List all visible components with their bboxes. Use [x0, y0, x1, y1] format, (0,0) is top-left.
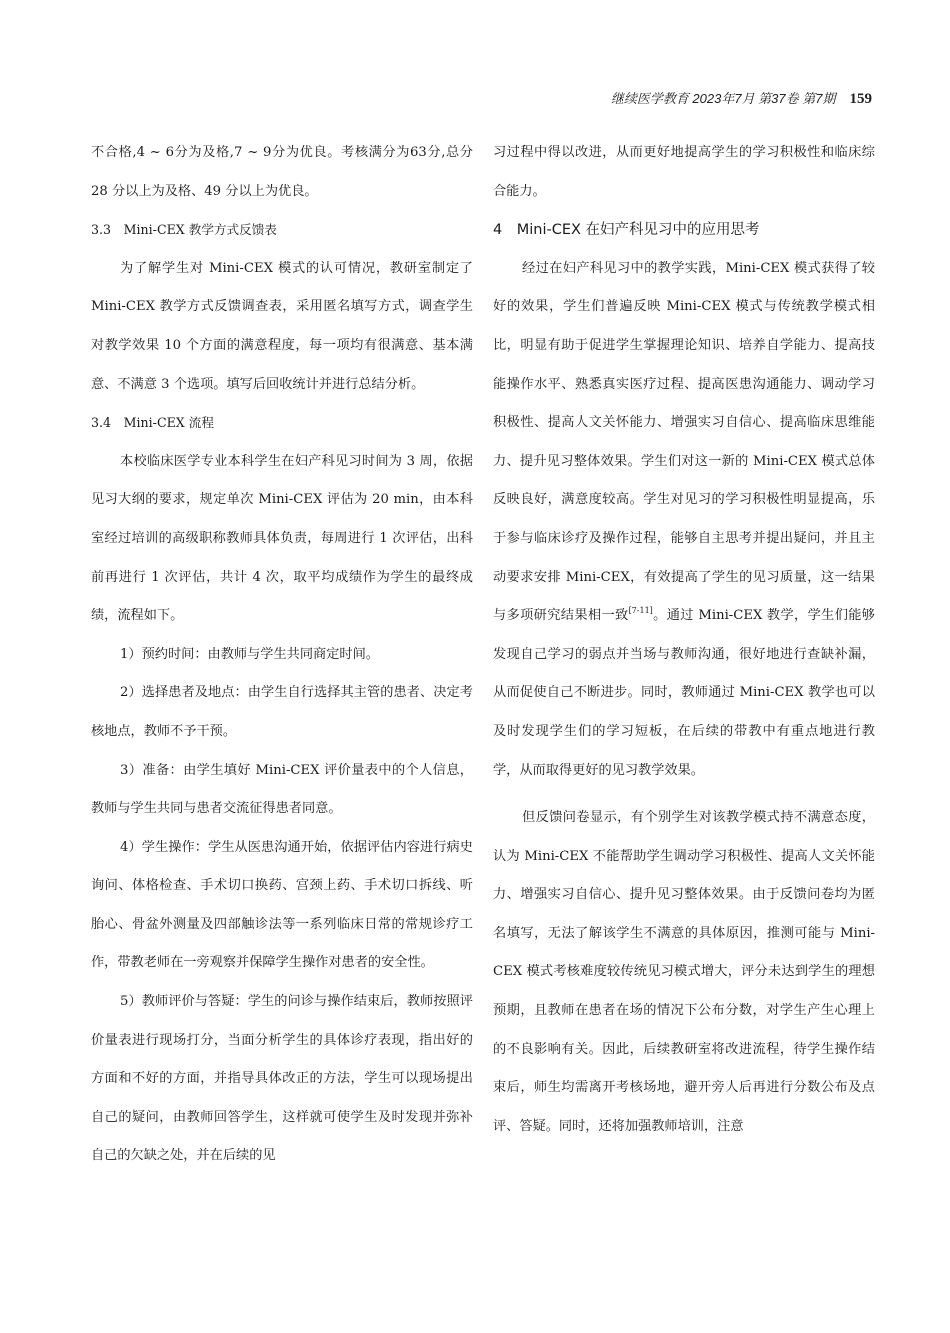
step-2: 2）选择患者及地点：由学生自行选择其主管的患者、决定考核地点，教师不予干预。 — [91, 685, 473, 739]
step-1: 1）预约时间：由教师与学生共同商定时间。 — [120, 646, 379, 662]
left-continued-paragraph: 不合格,4 ~ 6分为及格,7 ~ 9分为优良。考核满分为63分,总分 28 分以上为及格、49 分以上为优良。 — [91, 145, 473, 199]
paragraph-3-3: 为了解学生对 Mini-CEX 模式的认可情况，教研室制定了 Mini-CEX 教学方式反馈调查表，采用匿名填写方式，调查学生对教学效果 10 个方面的满意程度，每一项均有很满意、基本满意、不满意 3 个选项。填写后回收统计并进行总结分析。 — [91, 260, 473, 392]
left-column — [91, 134, 473, 1176]
paragraph-4-1 — [493, 250, 875, 790]
citation-7-11: [7-11] — [628, 606, 653, 616]
step-4: 4）学生操作：学生从医患沟通开始，依据评估内容进行病史询问、体格检查、手术切口换药、宫颈上药、手术切口拆线、听胎心、骨盆外测量及四部触诊法等一系列临床日常的常规诊疗工作，带教老师在一旁观察并保障学生操作对患者的安全性。 — [91, 839, 473, 971]
section-heading-4: 4 Mini-CEX 在妇产科见习中的应用思考 — [493, 222, 760, 239]
right-continued-paragraph: 习过程中得以改进，从而更好地提高学生的学习积极性和临床综合能力。 — [493, 145, 875, 199]
section-heading-3-3: 3.3 Mini-CEX 教学方式反馈表 — [91, 222, 277, 238]
paragraph-4-2: 但反馈问卷显示，有个别学生对该教学模式持不满意态度，认为 Mini-CEX 不能帮助学生调动学习积极性、提高人文关怀能力、增强实习自信心、提升见习整体效果。由于反馈问卷均为匿名填写，无法了解该学生不满意的具体原因，推测可能与 Mini-CEX 模式考核难度较传统见习模式增大，评分未达到学生的理想预期，且教师在患者在场的情况下公布分数，对学生产生心理上的不良影响有关。因此，后续教研室将改进流程，待学生操作结束后，师生均需离开考核场地，避开旁人后再进行分数公布及点评、答疑。同时，还将加强教师培训，注意 — [493, 810, 875, 1134]
step-5: 5）教师评价与答疑：学生的问诊与操作结束后，教师按照评价量表进行现场打分，当面分析学生的具体诊疗表现，指出好的方面和不好的方面，并指导具体改正的方法，学生可以现场提出自己的疑问，由教师回答学生，这样就可使学生及时发现并弥补自己的欠缺之处，并在后续的见 — [91, 994, 473, 1164]
section-heading-3-4: 3.4 Mini-CEX 流程 — [91, 415, 214, 431]
paragraph-3-4: 本校临床医学专业本科学生在妇产科见习时间为 3 周，依据见习大纲的要求，规定单次 Mini-CEX 评估为 20 min，由本科室经过培训的高级职称教师具体负责，每周进行 1 次评估，出科前再进行 1 次评估，共计 4 次，取平均成绩作为学生的最终成绩，流程如下。 — [91, 453, 473, 624]
paragraph-gap — [493, 790, 875, 799]
paragraph-4-1-part-b: 。通过 Mini-CEX 教学，学生们能够发现自己学习的弱点并当场与教师沟通，很好地进行查缺补漏，从而促使自己不断进步。同时，教师通过 Mini-CEX 教学也可以及时发现学生们的学习短板，在后续的带教中有重点地进行教学，从而取得更好的见习教学效果。 — [493, 608, 875, 778]
journal-info: 继续医学教育 2023年7月 第37卷 第7期 — [610, 91, 836, 106]
right-column — [493, 134, 875, 1146]
paragraph-4-1-part-a: 经过在妇产科见习中的教学实践，Mini-CEX 模式获得了较好的效果，学生们普遍反映 Mini-CEX 模式与传统教学模式相比，明显有助于促进学生掌握理论知识、培养自学能力、提高技能操作水平、熟悉真实医疗过程、提高医患沟通能力、调动学习积极性、提高人文关怀能力、增强实习自信心、提高临床思维能力、提升见习整体效果。学生们对这一新的 Mini-CEX 模式总体反映良好，满意度较高。学生对见习的学习积极性明显提高，乐于参与临床诊疗及操作过程，能够自主思考并提出疑问，并且主动要求安排 Mini-CEX，有效提高了学生的见习质量，这一结果与多项研究结果相一致 — [493, 260, 875, 624]
page-number: 159 — [849, 91, 872, 107]
step-3: 3）准备：由学生填好 Mini-CEX 评价量表中的个人信息，教师与学生共同与患者交流征得患者同意。 — [91, 762, 473, 817]
running-header — [611, 88, 872, 110]
